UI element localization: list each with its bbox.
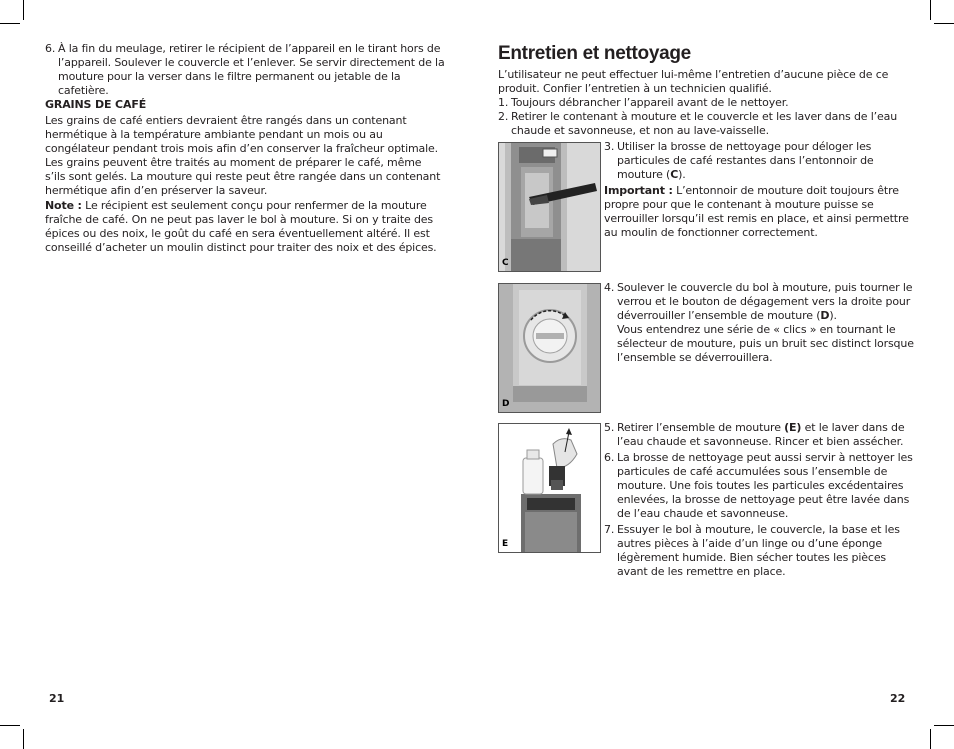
step-1-item [498,96,916,110]
step-number: 6. [604,451,615,464]
step-5-end: et le laver dans de l’eau chaude et savonneuse. Rincer et bien assécher. [617,421,905,448]
step-5-figure-ref: (E) [784,421,802,434]
step-6-item [45,42,445,98]
step-5-text: Retirer l’ensemble de mouture [617,421,785,434]
step-number: 2. [498,110,509,123]
step-number: 6. [45,42,56,55]
grinder-funnel-brush-illustration [499,143,600,271]
step-1-text: Toujours débrancher l’appareil avant de le nettoyer. [511,96,789,109]
step-number: 1. [498,96,509,109]
crop-mark [0,23,20,24]
intro-paragraph: L’utilisateur ne peut effectuer lui-même l’entretien d’aucune pièce de ce produit. Confier l’entretien à un technicien qualifié. [498,68,889,95]
storage-paragraph: Les grains de café entiers devraient être rangés dans un contenant hermétique à la température ambiante pendant un mois ou au congélateur pendant trois mois afin d’en conserver la fraîcheur optimale. Les grains peuvent être traités au moment de préparer le café, même s’ils sont gelés. La mouture qui reste peut être rangée dans un contenant hermétique afin d’en préserver la saveur. [45,114,441,197]
remove-grinding-assembly-illustration [499,424,600,552]
step-4-extra: Vous entendrez une série de « clics » en tournant le sélecteur de mouture, puis un bruit sec distinct lorsque l’ensemble se déverrouillera. [617,323,914,364]
figure-d-label: D [502,399,510,409]
step-4-item [604,281,916,323]
step-4-end: ). [829,309,837,322]
crop-mark [930,729,931,749]
step-3-item [604,140,916,182]
page-number-left: 21 [49,692,65,705]
figure-e [498,423,601,553]
important-label: Important : [604,184,673,197]
step-6-item [604,451,916,521]
step-4-text: Soulever le couvercle du bol à mouture, puis tourner le verrou et le bouton de dégagement vers la droite pour déverrouiller l’ensemble de mouture ( [617,281,913,322]
section-title-grains: GRAINS DE CAFÉ [45,98,147,111]
crop-mark [934,23,954,24]
crop-mark [930,0,931,20]
crop-mark [934,725,954,726]
important-paragraph [604,184,916,240]
figure-c-label: C [502,258,509,268]
step-7-text: Essuyer le bol à mouture, le couvercle, la base et les autres pièces à l’aide d’un linge ou d’une éponge légèrement humide. Bien sécher toutes les pièces avant de les remettre en place. [617,523,900,578]
figure-c [498,142,601,272]
step-number: 3. [604,140,615,153]
crop-mark [23,0,24,20]
figure-d-row [498,283,916,423]
figure-e-label: E [502,539,508,549]
figure-e-text [604,421,916,579]
figure-c-text [604,140,916,240]
figure-c-row [498,142,916,283]
step-2-item [498,110,916,138]
crop-mark [23,729,24,749]
step-5-item [604,421,916,449]
step-number: 4. [604,281,615,294]
step-3-end: ). [678,168,686,181]
step-6-text: À la fin du meulage, retirer le récipient de l’appareil en le tirant hors de l’appareil. Soulever le couvercle et l’enlever. Se servir directement de la mouture pour la verser dans le filtre permanent ou jetable de la cafetière. [58,42,445,97]
right-page-column [498,42,916,583]
crop-mark [0,725,20,726]
figure-d [498,283,601,413]
step-3-figure-ref: C [670,168,679,181]
grinder-unlock-dial-illustration [499,284,600,412]
step-2-text: Retirer le contenant à mouture et le couvercle et les laver dans de l’eau chaude et savonneuse, et non au lave-vaisselle. [511,110,898,137]
note-paragraph [45,199,445,255]
figure-e-row [498,423,916,583]
page-title: Entretien et nettoyage [498,43,691,64]
left-page-column [45,42,445,255]
step-6-text: La brosse de nettoyage peut aussi servir à nettoyer les particules de café accumulées sous l’ensemble de mouture. Une fois toutes les particules excédentaires enlevées, la brosse de nettoyage peut être lavée dans de l’eau chaude et savonneuse. [617,451,913,520]
step-3-text: Utiliser la brosse de nettoyage pour déloger les particules de café restantes dans l’entonnoir de mouture ( [617,140,874,181]
step-number: 5. [604,421,615,434]
step-7-item [604,523,916,579]
note-text: Le récipient est seulement conçu pour renfermer de la mouture fraîche de café. On ne peut pas laver le bol à mouture. Si on y traite des épices ou des noix, le goût du café en sera éventuellement altéré. Il est conseillé d’acheter un moulin distinct pour traiter des noix et des épices. [45,199,437,254]
step-number: 7. [604,523,615,536]
page-number-right: 22 [890,692,906,705]
figure-d-text [604,281,916,365]
important-text: L’entonnoir de mouture doit toujours être propre pour que le contenant à mouture puisse se verrouiller lorsqu’il est remis en place, et ainsi permettre au moulin de fonctionner correctement. [604,184,909,239]
note-label: Note : [45,199,82,212]
step-4-figure-ref: D [820,309,830,322]
